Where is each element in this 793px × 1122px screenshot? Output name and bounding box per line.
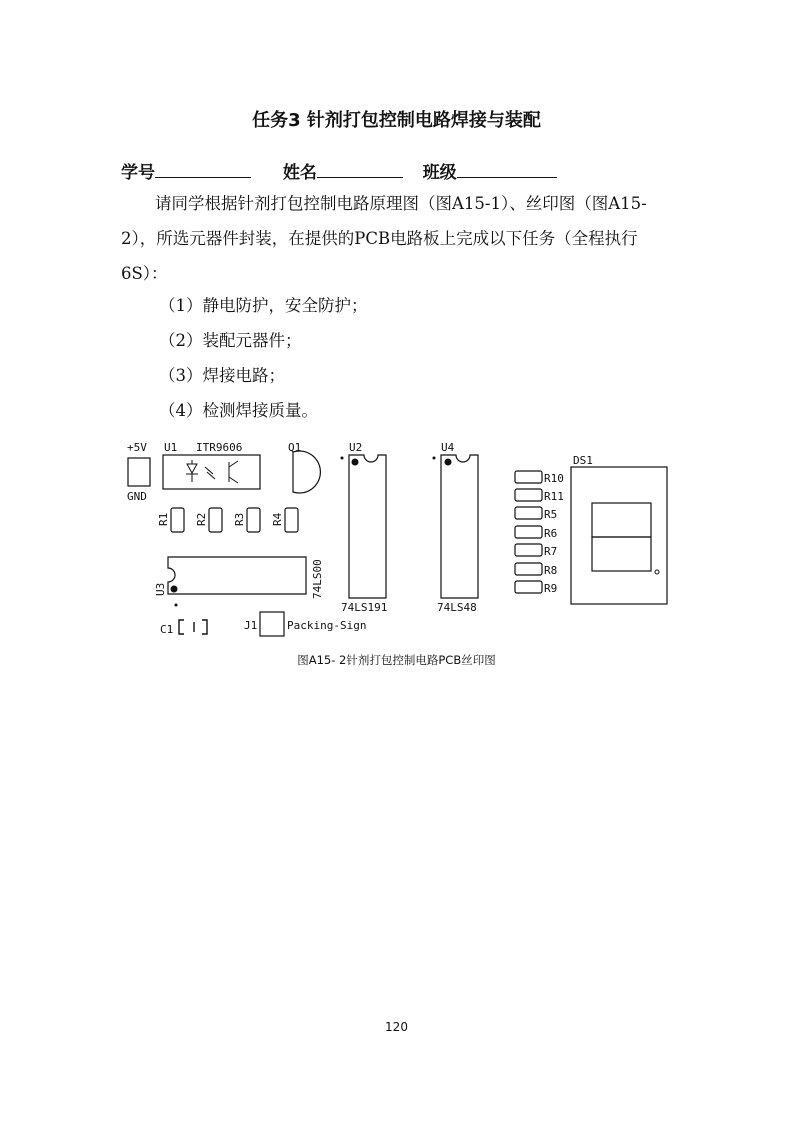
r3-pad	[247, 508, 260, 532]
student-info-fields	[121, 158, 557, 183]
label-r4: R4	[271, 512, 284, 526]
task-item: （4）检测焊接质量。	[159, 401, 318, 420]
r6-pad	[515, 526, 542, 538]
q1-outline	[293, 451, 320, 493]
u3-marker	[175, 604, 178, 607]
label-u1: U1	[164, 441, 178, 454]
r8-pad	[515, 563, 542, 575]
ds1-outline	[571, 467, 667, 604]
label-q1: Q1	[288, 441, 302, 454]
u4-pin1-dot	[445, 459, 452, 466]
label-74ls48: 74LS48	[437, 601, 477, 614]
r1-pad	[171, 508, 184, 532]
class-blank	[457, 161, 557, 178]
r9-pad	[515, 581, 542, 593]
label-r9: R9	[544, 582, 558, 595]
label-c1: C1	[160, 623, 174, 636]
r7-pad	[515, 544, 542, 556]
name-label: 姓名	[282, 163, 317, 183]
label-ds1: DS1	[573, 454, 593, 467]
u2-outline	[349, 455, 386, 598]
task-item: （3）焊接电路；	[159, 366, 285, 385]
label-74ls00: 74LS00	[311, 559, 324, 599]
resistor-array	[515, 471, 564, 595]
r5-pad	[515, 507, 542, 519]
page-title: 任务3 针剂打包控制电路焊接与装配	[252, 110, 541, 131]
pcb-silkscreen-figure	[110, 434, 675, 644]
label-74ls191: 74LS191	[341, 601, 388, 614]
label-u2: U2	[349, 441, 363, 454]
r4-pad	[285, 508, 298, 532]
label-itr9606: ITR9606	[196, 441, 243, 454]
task-list	[159, 288, 368, 428]
u3-outline	[168, 557, 306, 594]
u4-outline	[441, 455, 478, 598]
label-gnd: GND	[127, 490, 147, 503]
ds1-segment-lower	[592, 537, 651, 571]
label-u4: U4	[441, 441, 455, 454]
student-id-blank	[155, 161, 251, 178]
task-item: （2）装配元器件；	[159, 331, 302, 350]
label-r7: R7	[544, 545, 558, 558]
u2-pin1-dot	[352, 459, 359, 466]
ds1-segment-upper	[592, 503, 651, 537]
ds1-decimal-point	[655, 570, 659, 574]
label-r8: R8	[544, 564, 558, 577]
figure-caption: 图A15- 2针剂打包控制电路PCB丝印图	[297, 653, 496, 667]
label-r6: R6	[544, 527, 558, 540]
label-plus-5v: +5V	[127, 441, 147, 454]
u4-marker	[433, 457, 436, 460]
label-u3: U3	[154, 582, 167, 596]
task-item: （1）静电防护，安全防护；	[159, 296, 368, 315]
label-r10: R10	[544, 472, 564, 485]
label-packing-sign: Packing-Sign	[287, 619, 367, 632]
power-pad	[128, 458, 150, 486]
label-r3: R3	[233, 512, 246, 526]
r2-pad	[209, 508, 222, 532]
c1-outline	[179, 620, 207, 634]
u3-pin1-dot	[171, 586, 178, 593]
student-id-label: 学号	[121, 163, 155, 183]
u1-outline	[163, 455, 260, 489]
label-r11: R11	[544, 490, 564, 503]
r11-pad	[515, 489, 542, 501]
name-blank	[317, 161, 403, 178]
page-number: 120	[385, 1020, 408, 1034]
j1-outline	[260, 612, 284, 636]
label-r1: R1	[157, 512, 170, 526]
label-r5: R5	[544, 508, 558, 521]
u2-marker	[341, 457, 344, 460]
class-label: 班级	[422, 163, 457, 183]
label-j1: J1	[244, 619, 258, 632]
label-r2: R2	[195, 512, 208, 526]
r10-pad	[515, 471, 542, 483]
task-instructions: 请同学根据针剂打包控制电路原理图（图A15-1）、丝印图（图A15-2），所选元器件封装，在提供的PCB电路板上完成以下任务（全程执行6S）：	[121, 194, 647, 283]
optocoupler-symbol	[186, 460, 238, 483]
